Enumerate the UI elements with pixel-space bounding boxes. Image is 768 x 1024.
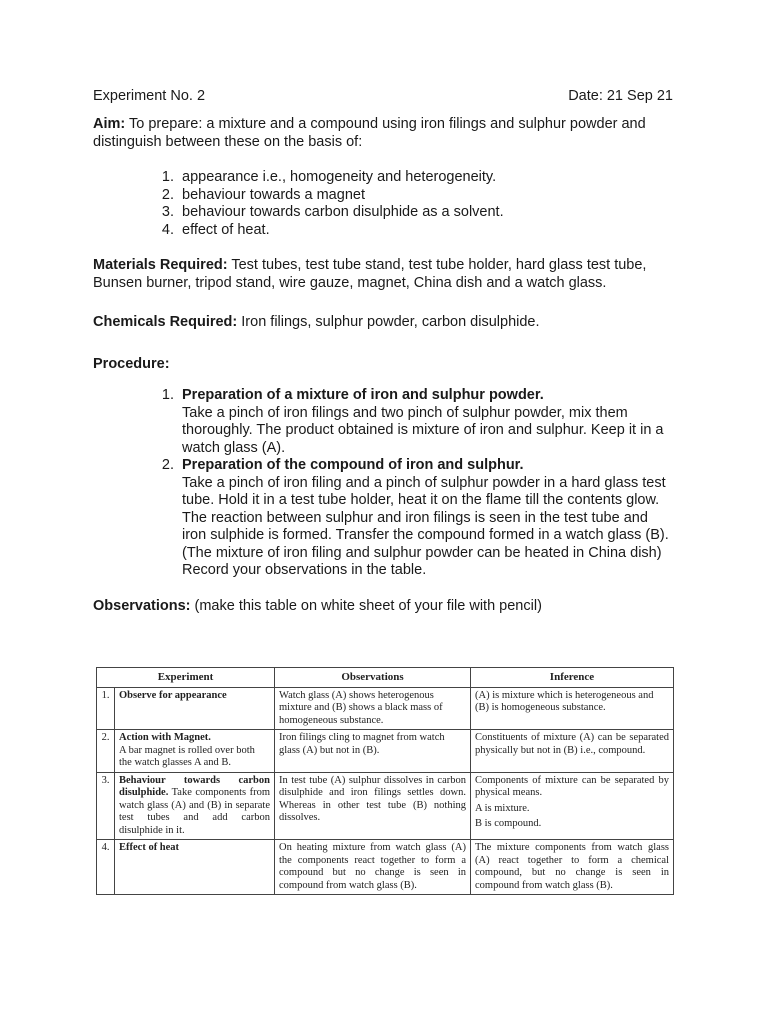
- aim-item: 2. behaviour towards a magnet: [178, 187, 673, 205]
- procedure-step: [178, 457, 673, 580]
- experiment-title: Behaviour towards carbon disulphide.: [119, 774, 270, 798]
- row-number: 4.: [97, 840, 115, 895]
- aim-item: 1. appearance i.e., homogeneity and heterogeneity.: [178, 169, 673, 187]
- row-number: 1.: [97, 687, 115, 730]
- inference-cell: The mixture components from watch glass (A) react together to form a chemical compound, but no change is seen in compound from watch glass (B).: [471, 840, 674, 895]
- experiment-cell: [115, 772, 275, 840]
- experiment-title: Observe for appearance: [119, 689, 227, 701]
- observation-cell: In test tube (A) sulphur dissolves in carbon disulphide and iron filings settles down. Whereas in other test tube (B) nothing dissolves.: [275, 772, 471, 840]
- inference-line: B is compound.: [475, 818, 542, 829]
- row-number: 3.: [97, 772, 115, 840]
- table-row: [97, 772, 674, 840]
- chemicals-text: Iron filings, sulphur powder, carbon disulphide.: [237, 314, 540, 330]
- table-row: [97, 687, 674, 730]
- experiment-number: Experiment No. 2: [93, 88, 206, 104]
- aim-item: 4. effect of heat.: [178, 222, 673, 240]
- inference-cell: [471, 772, 674, 840]
- aim-paragraph: [93, 116, 673, 151]
- aim-list: [93, 169, 673, 239]
- aim-item: 3. behaviour towards carbon disulphide as a solvent.: [178, 204, 673, 222]
- inference-line: A is mixture.: [475, 802, 530, 814]
- aim-label: Aim:: [93, 116, 126, 132]
- procedure-step-title: 2. Preparation of the compound of iron and sulphur.: [182, 457, 524, 473]
- experiment-cell: [115, 730, 275, 773]
- experiment-title: Action with Magnet.: [119, 732, 211, 743]
- header-row: [93, 88, 673, 106]
- materials-text: Test tubes, test tube stand, test tube holder, hard glass test tube, Bunsen burner, tripod stand, wire gauze, magnet, China dish and a watch glass.: [93, 257, 647, 291]
- inference-cell: (A) is mixture which is heterogeneous and (B) is homogeneous substance.: [471, 687, 674, 730]
- procedure-step-text: Take a pinch of iron filings and two pinch of sulphur powder, mix them thoroughly. The product obtained is mixture of iron and sulphur. Keep it in a watch glass (A).: [182, 404, 664, 456]
- document-page: [93, 88, 673, 615]
- table-header-row: [97, 668, 674, 688]
- observations-label: Observations:: [93, 597, 191, 614]
- table-row: [97, 840, 674, 895]
- experiment-title: Effect of heat: [119, 842, 180, 853]
- column-header-inference: Inference: [471, 668, 674, 688]
- observations-heading: [93, 598, 673, 616]
- experiment-cell: [115, 840, 275, 895]
- experiment-text: A bar magnet is rolled over both the watch glasses A and B.: [119, 744, 255, 768]
- inference-line: Components of mixture can be separated by physical means.: [475, 774, 669, 798]
- column-header-experiment: Experiment: [97, 668, 275, 688]
- experiment-text: Take components from watch glass (A) and (B) in separate test tubes and add carbon disulphide in it.: [119, 787, 270, 836]
- chemicals-label: Chemicals Required:: [93, 314, 238, 330]
- procedure-step: [178, 387, 673, 457]
- row-number: 2.: [97, 730, 115, 773]
- observation-cell: Iron filings cling to magnet from watch glass (A) but not in (B).: [275, 730, 471, 773]
- aim-text: To prepare: a mixture and a compound using iron filings and sulphur powder and distinguish between these on the basis of:: [93, 116, 646, 150]
- materials-label: Materials Required:: [93, 257, 228, 273]
- observation-cell: Watch glass (A) shows heterogenous mixture and (B) shows a black mass of homogeneous substance.: [275, 687, 471, 730]
- procedure-heading: Procedure:: [93, 355, 170, 372]
- column-header-observations: Observations: [275, 668, 471, 688]
- observations-table: [96, 667, 674, 895]
- experiment-date: Date: 21 Sep 21: [568, 88, 673, 104]
- observations-text: (make this table on white sheet of your file with pencil): [190, 597, 542, 614]
- experiment-cell: [115, 687, 275, 730]
- procedure-step-title: 1. Preparation of a mixture of iron and sulphur powder.: [182, 387, 544, 403]
- observation-cell: On heating mixture from watch glass (A) the components react together to form a compound but no change is seen in compound from watch glass (B).: [275, 840, 471, 895]
- procedure-step-note: Record your observations in the table.: [182, 562, 427, 578]
- procedure-step-text: Take a pinch of iron filing and a pinch of sulphur powder in a hard glass test tube. Hold it in a test tube holder, heat it on the flame till the contents glow. The reaction between sulphur and iron filings is seen in the test tube and iron sulphide is formed. Transfer the compound formed in a watch glass (B).(The mixture of iron filing and sulphur powder can be heated in China dish): [182, 474, 669, 561]
- materials-paragraph: [93, 257, 673, 292]
- procedure-list: [93, 387, 673, 580]
- inference-cell: Constituents of mixture (A) can be separated physically but not in (B) i.e., compound.: [471, 730, 674, 773]
- table-row: [97, 730, 674, 773]
- chemicals-paragraph: [93, 314, 673, 332]
